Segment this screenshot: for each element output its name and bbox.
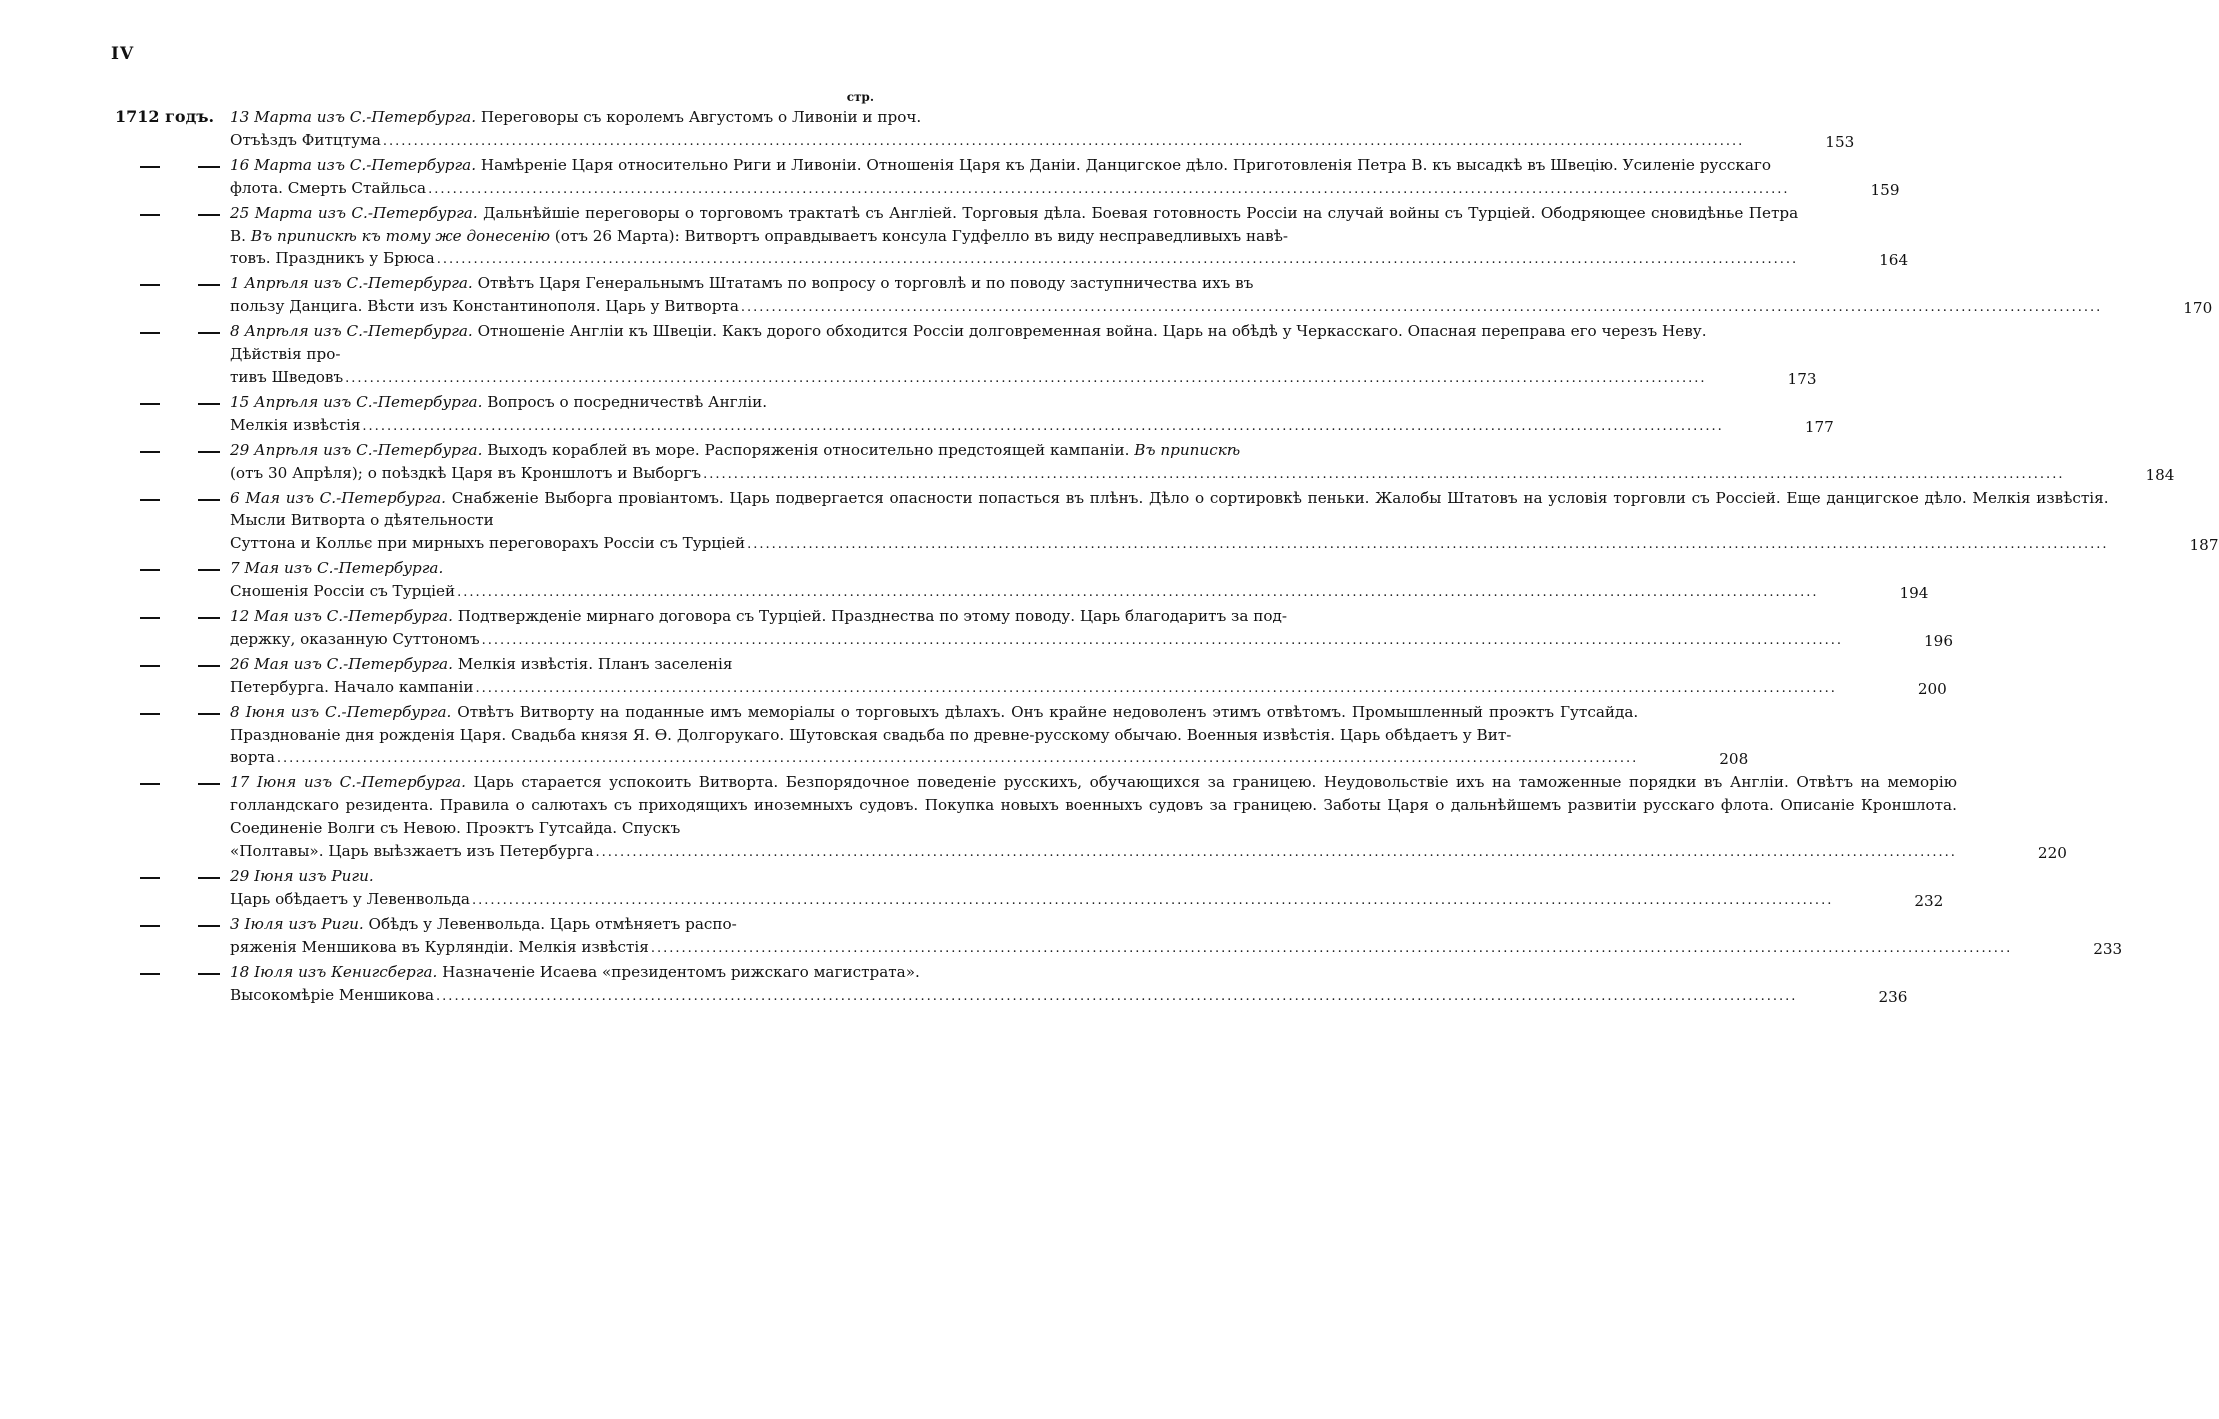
summary-last-line: (отъ 30 Апрѣля); о поѣздкѣ Царя въ Кроншлотъ и Выборгъ: [230, 463, 702, 482]
leader-line: [230, 936, 2012, 961]
page-reference: 232: [1914, 891, 1944, 910]
page-reference: 153: [1825, 132, 1855, 151]
toc-entry-body: [230, 771, 2067, 865]
toc-entry-body: [230, 653, 1947, 701]
letter-date: 18 Іюля изъ Кенигсберга.: [230, 962, 438, 981]
dot-leader: [345, 368, 1706, 391]
page-reference: 187: [2189, 536, 2219, 555]
summary-last-line: Мелкія извѣстія: [230, 415, 361, 434]
ditto-dash: [140, 332, 160, 334]
toc-entry: [115, 653, 1947, 701]
postscript-note: Въ припискѣ къ тому же донесенію: [250, 226, 550, 245]
toc-entry: [115, 913, 2123, 961]
ditto-dash: [140, 166, 160, 168]
summary-last-line: Отъѣздъ Фитцтума: [230, 130, 381, 149]
page-number: IV: [111, 44, 135, 64]
toc-entry: [115, 439, 2175, 487]
summary-last-line: флота. Смерть Стайльса: [230, 178, 427, 197]
summary-last-line: тивъ Шведовъ: [230, 367, 344, 386]
toc-entry: [115, 961, 1908, 1009]
toc-entry-text: [230, 487, 2109, 533]
letter-date: 1 Апрѣля изъ С.-Петербурга.: [230, 274, 473, 293]
year-label: 1712 годъ.: [115, 107, 215, 126]
ditto-dashes: [115, 865, 230, 913]
summary-text: Мелкія извѣстія. Планъ заселенія: [457, 654, 733, 673]
ditto-dash: [140, 284, 160, 286]
letter-date: 12 Мая изъ С.-Петербурга.: [230, 607, 453, 626]
toc-entry-text: [230, 557, 1818, 580]
leader-line: [230, 746, 1638, 771]
dot-leader: [428, 179, 1789, 202]
toc-entry-body: [230, 391, 1834, 439]
dot-leader: [741, 297, 2102, 320]
letter-date: 17 Іюня изъ С.-Петербурга.: [230, 773, 466, 792]
ditto-dash: [198, 284, 220, 286]
toc-entry: [115, 154, 1900, 202]
toc-entry-text: [230, 701, 1638, 747]
ditto-dash: [140, 499, 160, 501]
ditto-dashes: [115, 202, 230, 273]
toc-entry-text: [230, 154, 1790, 177]
toc-entry: [115, 320, 1817, 391]
ditto-dash: [140, 617, 160, 619]
toc-entry-text: [230, 391, 1724, 414]
leader-line: [230, 532, 2109, 557]
toc-entry-text: [230, 439, 2064, 462]
summary-last-line: держку, оказанную Суттономъ: [230, 629, 480, 648]
summary-text: Отвѣтъ Витворту на поданные имъ меморіалы о торговыхъ дѣлахъ. Онъ крайне недоволенъ этимъ отвѣтомъ. Промышленный проэктъ Гутсайда. Празднованіе дня рожденія Царя. Свадьба князя Я. Ѳ. Долгорукаго. Шутовская свадьба по древне-русскому обычаю. Военныя извѣстія. Царь обѣдаетъ у Вит-: [230, 702, 1639, 744]
toc-entry: [115, 202, 1909, 273]
dot-leader: [437, 249, 1798, 272]
summary-text: Намѣреніе Царя относительно Риги и Ливоніи. Отношенія Царя къ Даніи. Данцигское дѣло. Приготовленія Петра В. къ высадкѣ въ Швецію. Усиленіе русскаго: [480, 155, 1772, 174]
ditto-dash: [140, 973, 160, 975]
dot-leader: [436, 986, 1797, 1009]
ditto-dash: [198, 451, 220, 453]
toc-entry: [115, 605, 1954, 653]
page-reference: 173: [1787, 369, 1817, 388]
page-reference: 194: [1899, 584, 1929, 603]
ditto-dashes: [115, 771, 230, 865]
toc-entry-text: [230, 653, 1837, 676]
toc-entry-body: [230, 701, 1749, 772]
ditto-dashes: [115, 439, 230, 487]
toc-entry-body: [230, 272, 2213, 320]
ditto-dashes: [115, 154, 230, 202]
toc-entry-text: [230, 320, 1707, 366]
ditto-dash: [140, 713, 160, 715]
leader-line: [230, 888, 1833, 913]
leader-line: [230, 840, 1957, 865]
ditto-dash: [140, 665, 160, 667]
page-column-header: стр.: [846, 90, 874, 104]
toc-entry-body: [230, 487, 2219, 558]
ditto-dashes: [115, 961, 230, 1009]
summary-text: Выходъ кораблей въ море. Распоряженія относительно предстоящей кампаніи.: [487, 440, 1130, 459]
page-reference: 200: [1917, 679, 1947, 698]
toc-entry-text: [230, 771, 1957, 840]
letter-date: 29 Апрѣля изъ С.-Петербурга.: [230, 440, 483, 459]
page-reference: 233: [2093, 939, 2123, 958]
leader-line: [230, 984, 1797, 1009]
ditto-dash: [198, 617, 220, 619]
ditto-dash: [198, 783, 220, 785]
ditto-dash: [198, 332, 220, 334]
ditto-dash: [198, 665, 220, 667]
leader-line: [230, 295, 2102, 320]
toc-entry-body: [230, 106, 1855, 154]
toc-entry-body: [230, 439, 2175, 487]
summary-last-line: ряженія Меншикова въ Курляндіи. Мелкія извѣстія: [230, 937, 649, 956]
summary-last-line: «Полтавы». Царь выѣзжаетъ изъ Петербурга: [230, 842, 594, 861]
letter-date: 13 Марта изъ С.-Петербурга.: [230, 108, 477, 126]
ditto-dash: [140, 877, 160, 879]
dot-leader: [277, 748, 1638, 771]
letter-date: 15 Апрѣля изъ С.-Петербурга.: [230, 392, 483, 411]
toc-entry: [115, 106, 1855, 154]
ditto-dash: [140, 451, 160, 453]
leader-line: [230, 414, 1724, 439]
leader-line: [230, 177, 1790, 202]
toc-entry: [115, 557, 1929, 605]
toc-entry-body: [230, 320, 1817, 391]
summary-last-line: ворта: [230, 748, 275, 767]
toc-entry-body: [230, 961, 1908, 1009]
ditto-dash: [140, 569, 160, 571]
ditto-dashes: [115, 557, 230, 605]
leader-line: [230, 247, 1798, 272]
ditto-dash: [198, 499, 220, 501]
toc-entry-text: [230, 605, 1843, 628]
toc-entry-body: [230, 605, 1954, 653]
letter-date: 29 Іюня изъ Риги.: [230, 867, 374, 885]
page-reference: 208: [1719, 750, 1749, 769]
table-of-contents: [115, 106, 2219, 1008]
toc-entry: [115, 771, 2067, 865]
summary-text: Обѣдъ у Левенвольда. Царь отмѣняетъ распо-: [368, 914, 737, 933]
postscript-note: Въ припискѣ: [1134, 440, 1241, 459]
toc-entry-text: [230, 913, 2012, 936]
ditto-dash: [198, 925, 220, 927]
summary-text: Царь старается успокоить Витворта. Безпорядочное поведеніе русскихъ, обучающихся за границею. Неудовольствіе ихъ на таможенные порядки въ Англіи. Отвѣтъ на меморію голландскаго резидента. Правила о салютахъ съ приходящихъ иноземныхъ судовъ. Покупка новыхъ военныхъ судовъ за границею. Заботы Царя о дальнѣйшемъ развитіи русскаго флота. Описаніе Кроншлота. Соединеніе Волги съ Невою. Проэктъ Гутсайда. Спускъ: [230, 773, 1957, 838]
ditto-dash: [198, 569, 220, 571]
leader-line: [230, 462, 2064, 487]
letter-date: 7 Мая изъ С.-Петербурга.: [230, 559, 444, 578]
toc-entry: [115, 865, 1944, 913]
ditto-dash: [198, 713, 220, 715]
dot-leader: [596, 842, 1957, 865]
letter-date: 26 Мая изъ С.-Петербурга.: [230, 654, 453, 673]
ditto-dash: [198, 403, 220, 405]
ditto-dashes: [115, 487, 230, 558]
summary-text: Подтвержденіе мирнаго договора съ Турціей. Празднества по этому поводу. Царь благодаритъ за под-: [457, 607, 1287, 626]
page-reference: 170: [2183, 299, 2213, 318]
ditto-dash: [140, 214, 160, 216]
toc-entry-body: [230, 557, 1929, 605]
page-reference: 164: [1879, 251, 1909, 270]
page-reference: 177: [1804, 417, 1834, 436]
summary-last-line: Сношенія Россіи съ Турціей: [230, 582, 456, 601]
dot-leader: [703, 464, 2064, 487]
ditto-dash: [140, 783, 160, 785]
page-reference: 184: [2145, 465, 2175, 484]
ditto-dash: [140, 925, 160, 927]
letter-date: 16 Марта изъ С.-Петербурга.: [230, 155, 477, 174]
dot-leader: [383, 131, 1744, 154]
ditto-dash: [198, 214, 220, 216]
summary-last-line: Царь обѣдаетъ у Левенвольда: [230, 889, 470, 908]
ditto-dash: [198, 166, 220, 168]
toc-entry-text: [230, 272, 2102, 295]
dot-leader: [472, 890, 1833, 913]
summary-last-line: пользу Данцига. Вѣсти изъ Константинополя. Царь у Витворта: [230, 297, 739, 316]
leader-line: [230, 580, 1818, 605]
toc-entry-body: [230, 865, 1944, 913]
leader-line: [230, 129, 1744, 154]
dot-leader: [457, 582, 1818, 605]
letter-date: 6 Мая изъ С.-Петербурга.: [230, 488, 446, 507]
summary-text: Отношеніе Англіи къ Швеціи. Какъ дорого обходится Россіи долговременная война. Царь на обѣдѣ у Черкасскаго. Опасная переправа его черезъ Неву. Дѣйствія про-: [230, 322, 1707, 364]
dot-leader: [747, 534, 2108, 557]
ditto-dashes: [115, 653, 230, 701]
summary-text: (отъ 26 Марта): Витвортъ оправдываетъ консула Гудфелло въ виду несправедливыхъ навѣ-: [554, 226, 1288, 245]
letter-date: 25 Марта изъ С.-Петербурга.: [230, 203, 478, 222]
page-reference: 159: [1870, 180, 1900, 199]
ditto-dashes: [115, 391, 230, 439]
ditto-dash: [198, 877, 220, 879]
toc-entry-text: [230, 961, 1797, 984]
leader-line: [230, 366, 1707, 391]
ditto-dash: [198, 973, 220, 975]
summary-last-line: Суттона и Колльє при мирныхъ переговорахъ Россіи съ Турціей: [230, 534, 746, 553]
letter-date: 8 Апрѣля изъ С.-Петербурга.: [230, 322, 473, 341]
ditto-dash: [140, 403, 160, 405]
ditto-dashes: [115, 913, 230, 961]
dot-leader: [482, 630, 1843, 653]
toc-entry-text: [230, 106, 1744, 129]
ditto-dashes: [115, 272, 230, 320]
dot-leader: [475, 678, 1836, 701]
toc-entry: [115, 391, 1834, 439]
toc-entry-text: [230, 202, 1798, 248]
summary-text: Снабженіе Выборга провіантомъ. Царь подвергается опасности попасться въ плѣнъ. Дѣло о сортировкѣ пеньки. Жалобы Штатовъ на условія торговли съ Россіей. Еще данцигское дѣло. Мелкія извѣстія. Мысли Витворта о дѣятельности: [230, 488, 2109, 530]
toc-entry-text: [230, 865, 1833, 888]
summary-last-line: Высокомѣріе Меншикова: [230, 985, 435, 1004]
letter-date: 3 Іюля изъ Риги.: [230, 914, 364, 933]
summary-last-line: Петербурга. Начало кампаніи: [230, 677, 474, 696]
dot-leader: [362, 416, 1723, 439]
summary-last-line: товъ. Праздникъ у Брюса: [230, 249, 435, 268]
toc-entry-body: [230, 202, 1909, 273]
page-reference: 236: [1878, 987, 1908, 1006]
summary-text: Дальнѣйшіе переговоры о торговомъ трактатѣ съ Англіей. Торговыя дѣла. Боевая готовность Россіи на случай войны съ Турціей. Ободряющее сновидѣнье Петра В.: [230, 203, 1799, 245]
page-reference: 220: [2037, 844, 2067, 863]
dot-leader: [651, 938, 2012, 961]
toc-entry-body: [230, 154, 1900, 202]
toc-entry-body: [230, 913, 2123, 961]
summary-text: Отвѣтъ Царя Генеральнымъ Штатамъ по вопросу о торговлѣ и по поводу заступничества ихъ въ: [477, 274, 1254, 293]
summary-text: Вопросъ о посредничествѣ Англіи.: [487, 392, 768, 411]
ditto-dashes: [115, 701, 230, 772]
toc-entry: [115, 487, 2219, 558]
summary-text: Назначеніе Исаева «президентомъ рижскаго магистрата».: [442, 962, 920, 981]
toc-entry: [115, 272, 2213, 320]
ditto-dashes: [115, 320, 230, 391]
page-reference: 196: [1924, 631, 1954, 650]
ditto-dashes: [115, 605, 230, 653]
summary-text: Переговоры съ королемъ Августомъ о Ливоніи и проч.: [480, 108, 922, 126]
leader-line: [230, 628, 1843, 653]
toc-entry: [115, 701, 1749, 772]
letter-date: 8 Іюня изъ С.-Петербурга.: [230, 702, 452, 721]
leader-line: [230, 676, 1837, 701]
